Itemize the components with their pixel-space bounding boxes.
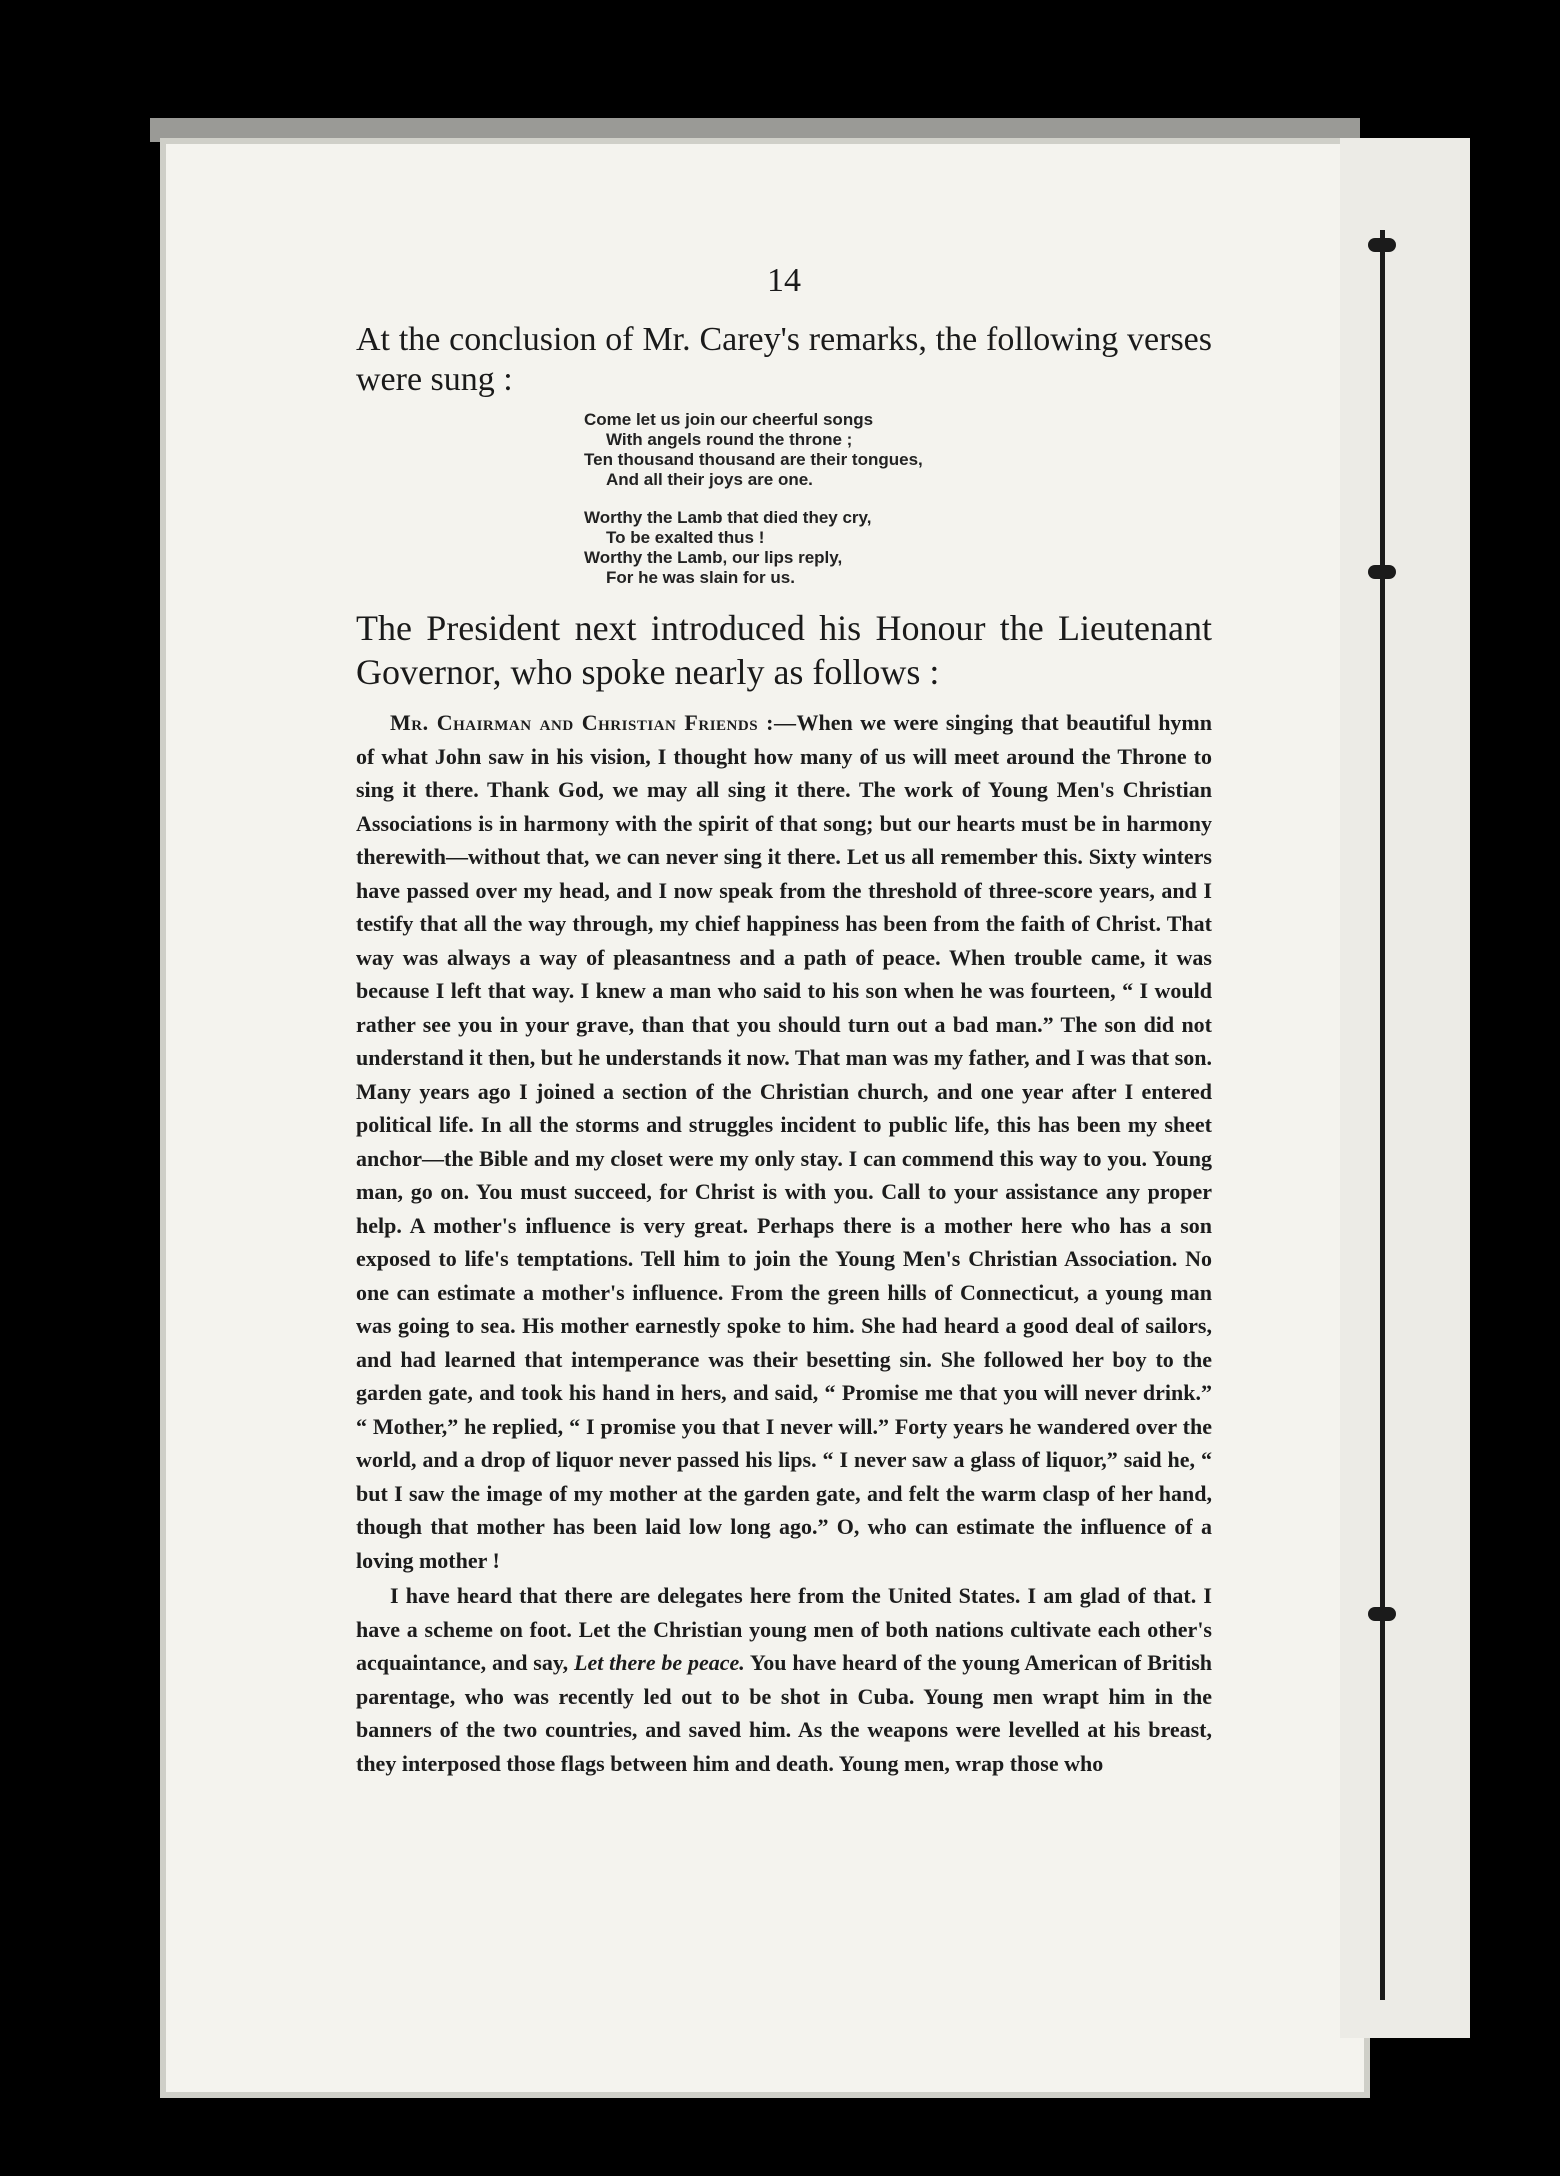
hymn-stanza xyxy=(584,508,1212,588)
hymn-stanza xyxy=(584,410,1212,490)
hymn xyxy=(584,410,1212,588)
gutter-line xyxy=(1380,230,1385,2000)
section-heading: The President next introduced his Honour the Lieutenant Governor, who spoke nearly as follows : xyxy=(356,608,1212,692)
hymn-line: With angels round the throne ; xyxy=(606,430,853,449)
hymn-line: Worthy the Lamb that died they cry, xyxy=(584,508,872,527)
speech-salutation: Mr. Chairman and Christian Friends :— xyxy=(390,710,797,735)
hymn-line: Worthy the Lamb, our lips reply, xyxy=(584,548,843,567)
hymn-line: Come let us join our cheerful songs xyxy=(584,410,874,429)
speech-text: You have heard of the young American of British parentage, who was recently led out to be shot in Cuba. Young men wrapt him in the banners of the two countries, and saved him. As the weapons were levelled at his breast, they interposed those flags between him and death. Young men, wrap those who xyxy=(356,1650,1213,1776)
page-number: 14 xyxy=(767,262,801,299)
binding-mark xyxy=(1368,238,1396,252)
emphasis-text: Let there be peace. xyxy=(574,1650,745,1675)
hymn-line: For he was slain for us. xyxy=(606,568,795,587)
hymn-line: Ten thousand thousand are their tongues, xyxy=(584,450,923,469)
binding-mark xyxy=(1368,565,1396,579)
speech-text: I have heard that there are delegates here from the United States. I am glad of that. I have a scheme on foot. Let the Christian young men of both nations cultivate each other's acquaintance, and say, xyxy=(356,1583,1212,1675)
page-content xyxy=(356,262,1212,1780)
binding-mark xyxy=(1368,1607,1396,1621)
speech-paragraph xyxy=(356,1579,1212,1780)
hymn-line: To be exalted thus ! xyxy=(606,528,765,547)
intro-text: At the conclusion of Mr. Carey's remarks, the following verses were sung : xyxy=(356,321,1212,398)
speech-paragraph xyxy=(356,706,1212,1577)
facing-page-edge xyxy=(1340,138,1470,2038)
speech-text: When we were singing that beautiful hymn of what John saw in his vision, I thought how many of us will meet around the Throne to sing it there. Thank God, we may all sing it there. The work of Young Men's Christian Associations is in harmony with the spirit of that song; but our hearts must be in harmony therewith—without that, we can never sing it there. Let us all remember this. Sixty winters have passed over my head, and I now speak from the threshold of three-score years, and I testify that all the way through, my chief happiness has been from the faith of Christ. That way was always a way of pleasantness and a path of peace. When trouble came, it was because I left that way. I knew a man who said to his son when he was fourteen, “ I would rather see you in your grave, than that you should turn out a bad man.” The son did not understand it then, but he understands it now. That man was my father, and I was that son. Many years ago I joined a section of the Christian church, and one year after I entered political life. In all the storms and struggles incident to public life, this has been my sheet anchor—the Bible and my closet were my only stay. I can commend this way to you. Young man, go on. You must succeed, for Christ is with you. Call to your assistance any proper help. A mother's influence is very great. Perhaps there is a mother here who has a son exposed to life's temptations. Tell him to join the Young Men's Christian Association. No one can estimate a mother's influence. From the green hills of Connecticut, a young man was going to sea. His mother earnestly spoke to him. She had heard a good deal of sailors, and had learned that intemperance was their besetting sin. She followed her boy to the garden gate, and took his hand in hers, and said, “ Promise me that you will never drink.” “ Mother,” he replied, “ I promise you that I never will.” Forty years he wandered over the world, and a drop of liquor never passed his lips. “ I never saw a glass of liquor,” said he, “ but I saw the image of my mother at the garden gate, and felt the warm clasp of her hand, though that mother has been laid low long ago.” O, who can estimate the influence of a loving mother ! xyxy=(356,710,1212,1573)
hymn-line: And all their joys are one. xyxy=(606,470,813,489)
